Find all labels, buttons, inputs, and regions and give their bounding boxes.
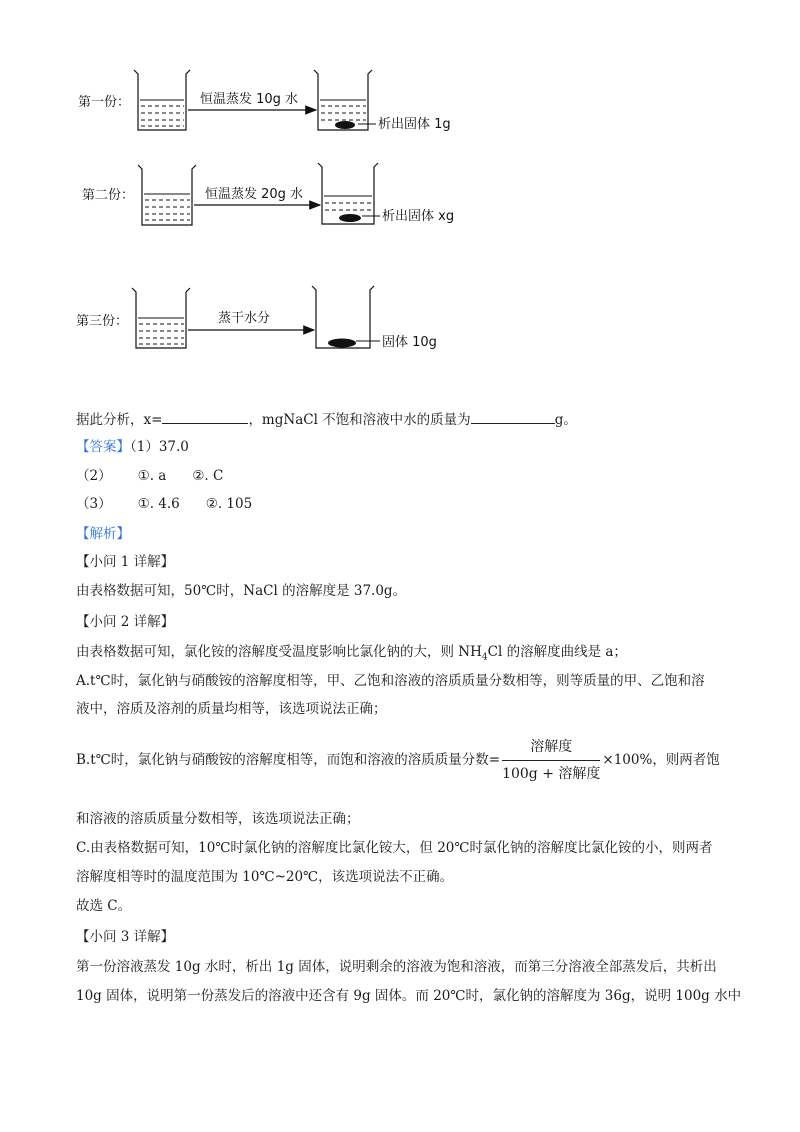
- question-prefix: 据此分析，x=: [76, 412, 163, 428]
- answer-q3-num: （3）: [76, 496, 112, 512]
- blank-x: [162, 409, 248, 424]
- answer-q3-a: ①. 4.6: [137, 496, 180, 512]
- portion-3-label: 第三份：: [76, 314, 129, 329]
- subquestion-2-line-5: 和溶液的溶质质量分数相等，该选项说法正确；: [76, 811, 360, 827]
- subquestion-3-heading: 【小问 3 详解】: [76, 929, 175, 945]
- subquestion-2-line-2: A.t℃时，氯化钠与硝酸铵的溶解度相等，甲、乙饱和溶液的溶质质量分数相等，则等质量的甲、乙饱和溶: [76, 673, 705, 689]
- subquestion-3-line-1: 第一份溶液蒸发 10g 水时，析出 1g 固体，说明剩余的溶液为饱和溶液，而第三分溶液全部蒸发后，共析出: [76, 959, 717, 975]
- portion-1-result: 析出固体 1g: [378, 117, 451, 132]
- subquestion-2-line-6: C.由表格数据可知，10℃时氯化钠的溶解度比氯化铵大，但 20℃时氯化钠的溶解度比氯化铵的小，则两者: [76, 840, 713, 856]
- fraction-denominator: 100g + 溶解度: [502, 766, 601, 782]
- subquestion-2-heading: 【小问 2 详解】: [76, 614, 175, 630]
- fraction: [502, 736, 600, 785]
- subquestion-2-line-1: [76, 642, 627, 668]
- question-line: [76, 409, 577, 430]
- subquestion-2-conclusion: 故选 C。: [76, 898, 132, 914]
- portion-3: [76, 286, 437, 350]
- answer-q1: （1）37.0: [130, 439, 189, 455]
- portion-1-action: 恒温蒸发 10g 水: [200, 92, 299, 107]
- answer-q2-a: ①. a: [137, 468, 167, 484]
- answer-q2-b: ②. C: [192, 468, 224, 484]
- blank-water-mass: [471, 409, 555, 424]
- beaker-3-right: [312, 286, 374, 348]
- analysis-tag: 【解析】: [76, 526, 130, 542]
- portion-2-action: 恒温蒸发 20g 水: [205, 187, 304, 202]
- answer-tag: 【答案】: [76, 439, 130, 455]
- p2a-end: Cl 的溶解度曲线是 a；: [487, 644, 627, 660]
- subquestion-3-line-2: 10g 固体，说明第一份蒸发后的溶液中还含有 9g 固体。而 20℃时，氯化钠的溶解度为 36g，说明 100g 水中: [76, 988, 742, 1004]
- beaker-3-left: [132, 288, 190, 348]
- fraction-numerator: 溶解度: [502, 736, 600, 761]
- answer-q2-num: （2）: [76, 468, 112, 484]
- portion-2: [82, 163, 454, 225]
- beaker-1-left: [134, 70, 190, 130]
- fraction-multiplier: ×100%: [602, 752, 653, 768]
- answer-line-2: [76, 466, 223, 486]
- subquestion-2-line-7: 溶解度相等时的温度范围为 10℃~20℃，该选项说法不正确。: [76, 869, 454, 885]
- portion-1: [78, 70, 451, 132]
- portion-3-result: 固体 10g: [382, 335, 437, 350]
- beaker-1-right: [314, 70, 372, 130]
- question-middle: ，mgNaCl 不饱和溶液中水的质量为: [248, 412, 471, 428]
- portion-2-result: 析出固体 xg: [382, 209, 455, 224]
- beaker-2-right: [318, 163, 378, 224]
- evaporation-diagram: [0, 0, 800, 380]
- answer-line-1: [76, 437, 189, 457]
- portion-3-action: 蒸干水分: [218, 311, 271, 326]
- beaker-2-left: [138, 165, 196, 225]
- portion-2-label: 第二份：: [82, 188, 135, 203]
- p2d-post: ，则两者饱: [652, 752, 720, 768]
- answer-q3-b: ②. 105: [205, 496, 253, 512]
- p2a-subscript: 4: [481, 652, 488, 663]
- question-suffix: g。: [554, 412, 577, 428]
- subquestion-1-heading: 【小问 1 详解】: [76, 554, 175, 570]
- p2d-pre: B.t℃时，氯化钠与硝酸铵的溶解度相等，而饱和溶液的溶质质量分数=: [76, 752, 501, 768]
- answer-line-3: [76, 494, 252, 514]
- p2a-text: 由表格数据可知，氯化铵的溶解度受温度影响比氯化钠的大，则 NH: [76, 644, 482, 660]
- subquestion-2-line-4: [76, 736, 720, 785]
- subquestion-2-line-3: 液中，溶质及溶剂的质量均相等，该选项说法正确；: [76, 701, 387, 717]
- portion-1-label: 第一份：: [78, 95, 131, 110]
- subquestion-1-text: 由表格数据可知，50℃时，NaCl 的溶解度是 37.0g。: [76, 583, 407, 599]
